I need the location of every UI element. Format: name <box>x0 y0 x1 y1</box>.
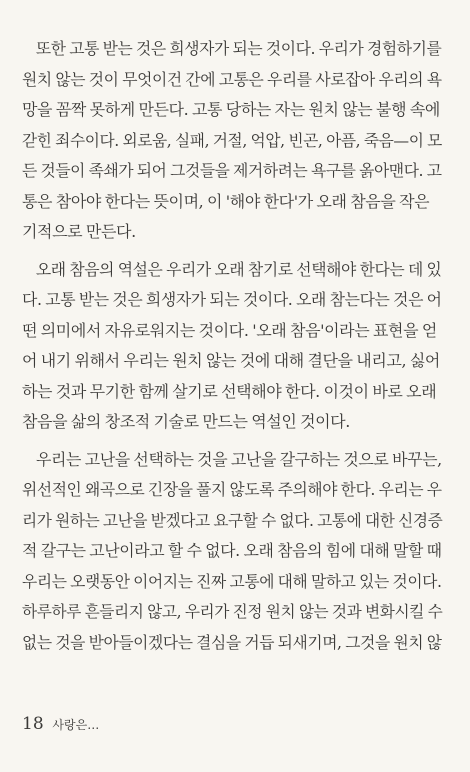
text-line: 적 갈구는 고난이라고 할 수 없다. 오래 참음의 힘에 대해 말할 때 <box>22 541 442 560</box>
page-number: 18 <box>22 714 44 734</box>
paragraph-2 <box>22 255 442 438</box>
text-line: 우리는 오랫동안 이어지는 진짜 고통에 대해 말하고 있는 것이다. <box>22 571 442 591</box>
text-line: 떤 의미에서 자유로워지는 것이다. '오래 참음'이라는 표현을 얻 <box>22 320 437 340</box>
body-text <box>22 34 442 658</box>
text-line: 또한 고통 받는 것은 희생자가 되는 것이다. 우리가 경험하기를 <box>35 39 442 58</box>
paragraph-gap <box>22 248 442 255</box>
text-line: 든 것들이 족쇄가 되어 그것들을 제거하려는 욕구를 옭아맨다. 고 <box>22 161 442 180</box>
text-line: 다. 고통 받는 것은 희생자가 되는 것이다. 오래 참는다는 것은 어 <box>22 290 442 309</box>
text-line: 원치 않는 것이 무엇이건 간에 고통은 우리를 사로잡아 우리의 욕 <box>22 69 442 89</box>
page-footer <box>22 714 99 734</box>
text-line: 하루하루 흔들리지 않고, 우리가 진정 원치 않는 것과 변화시킬 수 <box>22 602 443 621</box>
text-line: 위선적인 왜곡으로 긴장을 풀지 않도록 주의해야 한다. 우리는 우 <box>22 480 442 499</box>
paragraph-gap <box>22 438 442 445</box>
paragraph-3 <box>22 445 442 659</box>
running-title: 사랑은… <box>52 718 100 732</box>
text-line: 참음을 삶의 창조적 기술로 만드는 역설인 것이다. <box>22 412 350 431</box>
text-line: 어 내기 위해서 우리는 원치 않는 것에 대해 결단을 내리고, 싫어 <box>22 351 440 370</box>
text-line: 통은 참아야 한다는 뜻이며, 이 '해야 한다'가 오래 참음을 작은 <box>22 191 430 211</box>
text-line: 갇힌 죄수이다. 외로움, 실패, 거절, 억압, 빈곤, 아픔, 죽음—이 모 <box>22 130 442 150</box>
text-line: 오래 참음의 역설은 우리가 오래 참기로 선택해야 한다는 데 있 <box>35 259 442 279</box>
text-line: 망을 꼼짝 못하게 만든다. 고통 당하는 자는 원치 않는 불행 속에 <box>22 100 440 119</box>
paragraph-1 <box>22 34 442 248</box>
text-line: 하는 것과 무기한 함께 살기로 선택해야 한다. 이것이 바로 오래 <box>22 381 437 401</box>
text-line: 리가 원하는 고난을 받겠다고 요구할 수 없다. 고통에 대한 신경증 <box>22 510 443 530</box>
text-line: 기적으로 만든다. <box>22 222 136 241</box>
text-line: 없는 것을 받아들이겠다는 결심을 거듭 되새기며, 그것을 원치 않 <box>22 632 442 652</box>
text-line: 우리는 고난을 선택하는 것을 고난을 갈구하는 것으로 바꾸는, <box>35 449 442 469</box>
